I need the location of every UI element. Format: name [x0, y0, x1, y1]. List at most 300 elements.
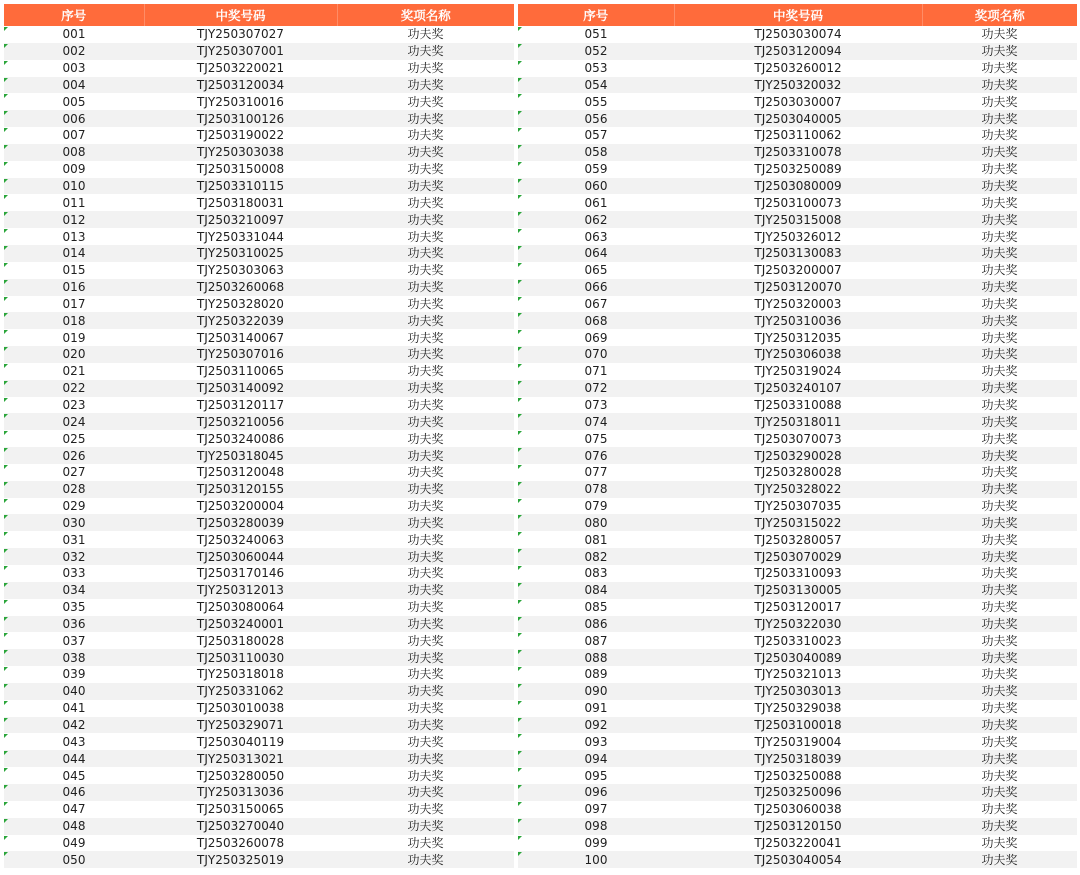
table-row — [518, 851, 1077, 868]
cell-winning-number: TJ2503150008 — [196, 162, 285, 177]
cell-seq: 076 — [518, 447, 674, 464]
cell-winning-number: TJ2503310115 — [144, 178, 337, 195]
cell-prize-name: 功夫奖 — [981, 532, 1018, 547]
cell-prize-name: 功夫奖 — [922, 279, 1077, 296]
table-row — [4, 818, 514, 835]
cell-seq: 089 — [518, 666, 674, 683]
cell-seq: 097 — [518, 801, 674, 818]
cell-winning-number: TJ2503120017 — [754, 600, 842, 615]
cell-prize-name: 功夫奖 — [337, 110, 514, 127]
cell-prize-name: 功夫奖 — [981, 330, 1018, 345]
table-row — [4, 363, 514, 380]
table-row — [518, 632, 1077, 649]
cell-prize-name: 功夫奖 — [981, 128, 1018, 143]
cell-seq: 053 — [518, 60, 674, 77]
table-row — [518, 329, 1077, 346]
cell-prize-name: 功夫奖 — [407, 263, 444, 278]
cell-seq: 087 — [518, 632, 674, 649]
cell-prize-name: 功夫奖 — [981, 229, 1018, 244]
cell-prize-name: 功夫奖 — [337, 413, 514, 430]
header-prize-name: 奖项名称 — [337, 4, 514, 26]
cell-prize-name: 功夫奖 — [337, 717, 514, 734]
cell-seq: 088 — [518, 649, 674, 666]
table-row — [4, 296, 514, 313]
header-prize-name: 奖项名称 — [922, 4, 1077, 26]
cell-winning-number: TJ2503120155 — [144, 481, 337, 498]
cell-seq: 072 — [518, 380, 674, 397]
cell-prize-name: 功夫奖 — [407, 768, 444, 783]
table-row — [518, 835, 1077, 852]
cell-winning-number: TJ2503280028 — [754, 465, 842, 480]
cell-prize-name: 功夫奖 — [922, 717, 1077, 734]
cell-seq: 059 — [518, 161, 674, 178]
cell-winning-number: TJ2503200007 — [754, 263, 842, 278]
table-row — [4, 851, 514, 868]
cell-winning-number: TJ2503220021 — [196, 61, 285, 76]
cell-winning-number: TJ2503010038 — [196, 701, 285, 716]
cell-winning-number: TJ2503290028 — [674, 447, 922, 464]
cell-seq: 034 — [4, 582, 144, 599]
table-row — [518, 262, 1077, 279]
cell-winning-number: TJ2503240063 — [196, 532, 285, 547]
cell-seq: 093 — [518, 733, 674, 750]
cell-prize-name: 功夫奖 — [981, 734, 1018, 749]
cell-seq: 100 — [518, 851, 674, 868]
cell-winning-number: TJY250320003 — [754, 296, 842, 311]
cell-prize-name: 功夫奖 — [922, 413, 1077, 430]
cell-prize-name: 功夫奖 — [407, 364, 444, 379]
cell-winning-number: TJY250325019 — [144, 851, 337, 868]
cell-prize-name: 功夫奖 — [981, 701, 1018, 716]
cell-seq: 082 — [518, 548, 674, 565]
cell-winning-number: TJY250315008 — [674, 211, 922, 228]
cell-prize-name: 功夫奖 — [922, 77, 1077, 94]
cell-seq: 077 — [518, 464, 674, 481]
cell-seq: 014 — [4, 245, 144, 262]
table-row — [4, 397, 514, 414]
table-row — [518, 26, 1077, 43]
table-row — [518, 279, 1077, 296]
table-row — [518, 161, 1077, 178]
cell-winning-number: TJY250303038 — [144, 144, 337, 161]
cell-winning-number: TJ2503070073 — [754, 431, 842, 446]
cell-prize-name: 功夫奖 — [922, 481, 1077, 498]
cell-prize-name: 功夫奖 — [407, 532, 444, 547]
cell-winning-number: TJY250307016 — [144, 346, 337, 363]
cell-seq: 079 — [518, 498, 674, 515]
cell-winning-number: TJ2503040089 — [674, 649, 922, 666]
cell-winning-number: TJ2503180028 — [196, 633, 285, 648]
cell-prize-name: 功夫奖 — [981, 195, 1018, 210]
cell-seq: 019 — [4, 329, 144, 346]
cell-seq: 001 — [4, 26, 144, 43]
cell-seq: 055 — [518, 93, 674, 110]
cell-prize-name: 功夫奖 — [407, 162, 444, 177]
cell-winning-number: TJ2503220041 — [754, 835, 842, 850]
cell-prize-name: 功夫奖 — [981, 364, 1018, 379]
table-row — [518, 733, 1077, 750]
cell-winning-number: TJ2503140067 — [196, 330, 285, 345]
table-row — [4, 77, 514, 94]
cell-winning-number: TJ2503100073 — [754, 195, 842, 210]
cell-winning-number: TJY250320032 — [674, 77, 922, 94]
cell-prize-name: 功夫奖 — [337, 649, 514, 666]
cell-winning-number: TJ2503270040 — [144, 818, 337, 835]
table-header-row — [518, 4, 1077, 26]
table-row — [518, 380, 1077, 397]
cell-winning-number: TJ2503240107 — [674, 380, 922, 397]
cell-prize-name: 功夫奖 — [922, 110, 1077, 127]
table-row — [4, 413, 514, 430]
cell-winning-number: TJY250313021 — [144, 750, 337, 767]
cell-prize-name: 功夫奖 — [922, 649, 1077, 666]
table-row — [518, 801, 1077, 818]
cell-winning-number: TJY250329071 — [144, 717, 337, 734]
cell-seq: 021 — [4, 363, 144, 380]
cell-seq: 002 — [4, 43, 144, 60]
cell-seq: 008 — [4, 144, 144, 161]
table-row — [4, 700, 514, 717]
cell-seq: 057 — [518, 127, 674, 144]
cell-seq: 052 — [518, 43, 674, 60]
table-row — [518, 717, 1077, 734]
cell-winning-number: TJ2503040054 — [674, 851, 922, 868]
cell-winning-number: TJ2503080064 — [196, 600, 285, 615]
cell-prize-name: 功夫奖 — [981, 397, 1018, 412]
cell-winning-number: TJ2503250089 — [754, 162, 842, 177]
cell-winning-number: TJ2503100126 — [144, 110, 337, 127]
table-row — [4, 717, 514, 734]
cell-prize-name: 功夫奖 — [407, 499, 444, 514]
cell-prize-name: 功夫奖 — [407, 734, 444, 749]
cell-prize-name: 功夫奖 — [922, 380, 1077, 397]
cell-winning-number: TJ2503260012 — [754, 61, 842, 76]
table-row — [518, 397, 1077, 414]
cell-prize-name: 功夫奖 — [407, 633, 444, 648]
table-row — [4, 26, 514, 43]
table-row — [4, 194, 514, 211]
cell-winning-number: TJ2503030074 — [754, 27, 842, 42]
table-row — [4, 60, 514, 77]
cell-seq: 058 — [518, 144, 674, 161]
cell-winning-number: TJ2503040005 — [674, 110, 922, 127]
cell-seq: 023 — [4, 397, 144, 414]
cell-winning-number: TJY250318011 — [674, 413, 922, 430]
table-row — [518, 818, 1077, 835]
cell-winning-number: TJY250319004 — [754, 734, 842, 749]
cell-seq: 047 — [4, 801, 144, 818]
cell-seq: 050 — [4, 851, 144, 868]
cell-seq: 017 — [4, 296, 144, 313]
cell-winning-number: TJ2503260078 — [196, 835, 285, 850]
cell-prize-name: 功夫奖 — [922, 346, 1077, 363]
table-row — [4, 548, 514, 565]
table-row — [4, 582, 514, 599]
table-row — [4, 733, 514, 750]
cell-prize-name: 功夫奖 — [922, 616, 1077, 633]
cell-prize-name: 功夫奖 — [407, 128, 444, 143]
cell-winning-number: TJ2503240001 — [144, 616, 337, 633]
cell-prize-name: 功夫奖 — [407, 431, 444, 446]
table-row — [518, 548, 1077, 565]
cell-winning-number: TJ2503280050 — [196, 768, 285, 783]
cell-winning-number: TJY250329038 — [754, 701, 842, 716]
table-row — [4, 43, 514, 60]
cell-winning-number: TJ2503120048 — [196, 465, 285, 480]
cell-winning-number: TJY250322030 — [674, 616, 922, 633]
header-winning-number: 中奖号码 — [674, 4, 922, 26]
cell-winning-number: TJY250319024 — [754, 364, 842, 379]
table-row — [518, 514, 1077, 531]
cell-seq: 099 — [518, 835, 674, 852]
table-row — [4, 767, 514, 784]
table-row — [4, 784, 514, 801]
cell-prize-name: 功夫奖 — [337, 77, 514, 94]
cell-prize-name: 功夫奖 — [981, 667, 1018, 682]
cell-seq: 090 — [518, 683, 674, 700]
winners-table-left — [4, 4, 514, 868]
table-row — [4, 127, 514, 144]
cell-seq: 091 — [518, 700, 674, 717]
cell-prize-name: 功夫奖 — [922, 144, 1077, 161]
cell-winning-number: TJY250312013 — [144, 582, 337, 599]
cell-seq: 095 — [518, 767, 674, 784]
cell-prize-name: 功夫奖 — [922, 784, 1077, 801]
cell-prize-name: 功夫奖 — [922, 818, 1077, 835]
table-row — [518, 363, 1077, 380]
table-row — [4, 211, 514, 228]
cell-seq: 020 — [4, 346, 144, 363]
table-row — [4, 750, 514, 767]
table-row — [518, 346, 1077, 363]
table-header-row — [4, 4, 514, 26]
cell-seq: 048 — [4, 818, 144, 835]
cell-seq: 031 — [4, 531, 144, 548]
cell-winning-number: TJY250331062 — [144, 683, 337, 700]
cell-winning-number: TJY250331044 — [197, 229, 284, 244]
cell-winning-number: TJY250310025 — [144, 245, 337, 262]
cell-winning-number: TJY250328020 — [197, 296, 284, 311]
cell-prize-name: 功夫奖 — [981, 768, 1018, 783]
cell-winning-number: TJ2503170146 — [196, 566, 285, 581]
table-row — [518, 178, 1077, 195]
table-row — [518, 245, 1077, 262]
cell-seq: 054 — [518, 77, 674, 94]
cell-seq: 063 — [518, 228, 674, 245]
cell-winning-number: TJ2503310088 — [754, 397, 842, 412]
cell-seq: 015 — [4, 262, 144, 279]
cell-prize-name: 功夫奖 — [922, 43, 1077, 60]
cell-winning-number: TJY250321013 — [754, 667, 842, 682]
cell-winning-number: TJ2503120070 — [674, 279, 922, 296]
table-row — [4, 430, 514, 447]
cell-seq: 069 — [518, 329, 674, 346]
header-winning-number: 中奖号码 — [144, 4, 337, 26]
table-row — [4, 178, 514, 195]
cell-prize-name: 功夫奖 — [407, 802, 444, 817]
cell-prize-name: 功夫奖 — [337, 144, 514, 161]
cell-prize-name: 功夫奖 — [981, 835, 1018, 850]
cell-seq: 046 — [4, 784, 144, 801]
table-row — [4, 144, 514, 161]
cell-seq: 098 — [518, 818, 674, 835]
cell-prize-name: 功夫奖 — [337, 818, 514, 835]
cell-seq: 092 — [518, 717, 674, 734]
table-row — [4, 245, 514, 262]
table-row — [4, 93, 514, 110]
cell-seq: 030 — [4, 514, 144, 531]
cell-winning-number: TJ2503210056 — [144, 413, 337, 430]
cell-seq: 081 — [518, 531, 674, 548]
cell-prize-name: 功夫奖 — [922, 750, 1077, 767]
cell-prize-name: 功夫奖 — [981, 566, 1018, 581]
cell-seq: 029 — [4, 498, 144, 515]
cell-prize-name: 功夫奖 — [922, 514, 1077, 531]
cell-prize-name: 功夫奖 — [337, 616, 514, 633]
table-row — [4, 801, 514, 818]
cell-seq: 043 — [4, 733, 144, 750]
cell-seq: 062 — [518, 211, 674, 228]
cell-seq: 064 — [518, 245, 674, 262]
table-row — [4, 514, 514, 531]
cell-seq: 071 — [518, 363, 674, 380]
table-row — [518, 666, 1077, 683]
cell-seq: 027 — [4, 464, 144, 481]
cell-seq: 004 — [4, 77, 144, 94]
table-row — [4, 481, 514, 498]
cell-prize-name: 功夫奖 — [922, 211, 1077, 228]
table-row — [4, 346, 514, 363]
cell-winning-number: TJ2503040119 — [196, 734, 285, 749]
table-row — [518, 498, 1077, 515]
cell-prize-name: 功夫奖 — [337, 312, 514, 329]
cell-prize-name: 功夫奖 — [981, 296, 1018, 311]
table-row — [518, 649, 1077, 666]
cell-seq: 025 — [4, 430, 144, 447]
cell-seq: 075 — [518, 430, 674, 447]
cell-seq: 086 — [518, 616, 674, 633]
table-row — [4, 228, 514, 245]
table-row — [518, 767, 1077, 784]
cell-prize-name: 功夫奖 — [337, 447, 514, 464]
header-seq: 序号 — [4, 4, 144, 26]
cell-winning-number: TJY250318045 — [144, 447, 337, 464]
cell-winning-number: TJY250307035 — [754, 499, 842, 514]
cell-prize-name: 功夫奖 — [337, 481, 514, 498]
table-row — [518, 430, 1077, 447]
cell-seq: 065 — [518, 262, 674, 279]
cell-winning-number: TJ2503310093 — [754, 566, 842, 581]
cell-seq: 033 — [4, 565, 144, 582]
cell-prize-name: 功夫奖 — [407, 296, 444, 311]
cell-winning-number: TJ2503260068 — [144, 279, 337, 296]
cell-prize-name: 功夫奖 — [407, 566, 444, 581]
cell-prize-name: 功夫奖 — [337, 683, 514, 700]
table-row — [518, 750, 1077, 767]
cell-prize-name: 功夫奖 — [407, 600, 444, 615]
cell-winning-number: TJ2503140092 — [144, 380, 337, 397]
cell-prize-name: 功夫奖 — [337, 43, 514, 60]
cell-winning-number: TJ2503120150 — [674, 818, 922, 835]
cell-seq: 032 — [4, 548, 144, 565]
cell-seq: 051 — [518, 26, 674, 43]
table-row — [518, 60, 1077, 77]
cell-prize-name: 功夫奖 — [407, 835, 444, 850]
cell-winning-number: TJY250315022 — [674, 514, 922, 531]
cell-seq: 044 — [4, 750, 144, 767]
table-row — [4, 312, 514, 329]
cell-prize-name: 功夫奖 — [407, 229, 444, 244]
cell-seq: 068 — [518, 312, 674, 329]
cell-winning-number: TJY250307027 — [197, 27, 284, 42]
header-seq: 序号 — [518, 4, 674, 26]
cell-prize-name: 功夫奖 — [922, 312, 1077, 329]
table-row — [518, 211, 1077, 228]
table-row — [518, 312, 1077, 329]
cell-prize-name: 功夫奖 — [407, 701, 444, 716]
cell-seq: 096 — [518, 784, 674, 801]
cell-prize-name: 功夫奖 — [407, 465, 444, 480]
table-row — [518, 582, 1077, 599]
cell-prize-name: 功夫奖 — [337, 548, 514, 565]
table-body-right — [518, 26, 1077, 868]
cell-seq: 018 — [4, 312, 144, 329]
cell-seq: 037 — [4, 632, 144, 649]
table-row — [518, 700, 1077, 717]
cell-winning-number: TJ2503310023 — [754, 633, 842, 648]
cell-prize-name: 功夫奖 — [337, 380, 514, 397]
cell-winning-number: TJ2503110065 — [196, 364, 285, 379]
table-row — [518, 531, 1077, 548]
cell-winning-number: TJ2503250096 — [674, 784, 922, 801]
cell-seq: 049 — [4, 835, 144, 852]
cell-prize-name: 功夫奖 — [981, 431, 1018, 446]
cell-winning-number: TJ2503080009 — [674, 178, 922, 195]
cell-prize-name: 功夫奖 — [407, 94, 444, 109]
cell-winning-number: TJ2503060038 — [754, 802, 842, 817]
cell-winning-number: TJ2503110062 — [754, 128, 842, 143]
cell-prize-name: 功夫奖 — [407, 330, 444, 345]
cell-prize-name: 功夫奖 — [337, 211, 514, 228]
cell-prize-name: 功夫奖 — [337, 750, 514, 767]
table-row — [4, 616, 514, 633]
cell-winning-number: TJY250310036 — [674, 312, 922, 329]
cell-prize-name: 功夫奖 — [981, 27, 1018, 42]
cell-prize-name: 功夫奖 — [337, 178, 514, 195]
table-row — [4, 632, 514, 649]
table-row — [4, 110, 514, 127]
cell-prize-name: 功夫奖 — [981, 263, 1018, 278]
cell-seq: 070 — [518, 346, 674, 363]
table-row — [4, 447, 514, 464]
table-row — [518, 413, 1077, 430]
cell-seq: 024 — [4, 413, 144, 430]
cell-winning-number: TJ2503310078 — [674, 144, 922, 161]
winners-table-right — [518, 4, 1077, 868]
table-row — [518, 43, 1077, 60]
cell-winning-number: TJ2503060044 — [144, 548, 337, 565]
cell-prize-name: 功夫奖 — [922, 245, 1077, 262]
cell-winning-number: TJ2503070029 — [674, 548, 922, 565]
table-row — [4, 498, 514, 515]
table-row — [518, 481, 1077, 498]
table-row — [4, 161, 514, 178]
table-row — [4, 835, 514, 852]
cell-winning-number: TJ2503120094 — [674, 43, 922, 60]
cell-seq: 012 — [4, 211, 144, 228]
cell-seq: 003 — [4, 60, 144, 77]
table-row — [518, 228, 1077, 245]
